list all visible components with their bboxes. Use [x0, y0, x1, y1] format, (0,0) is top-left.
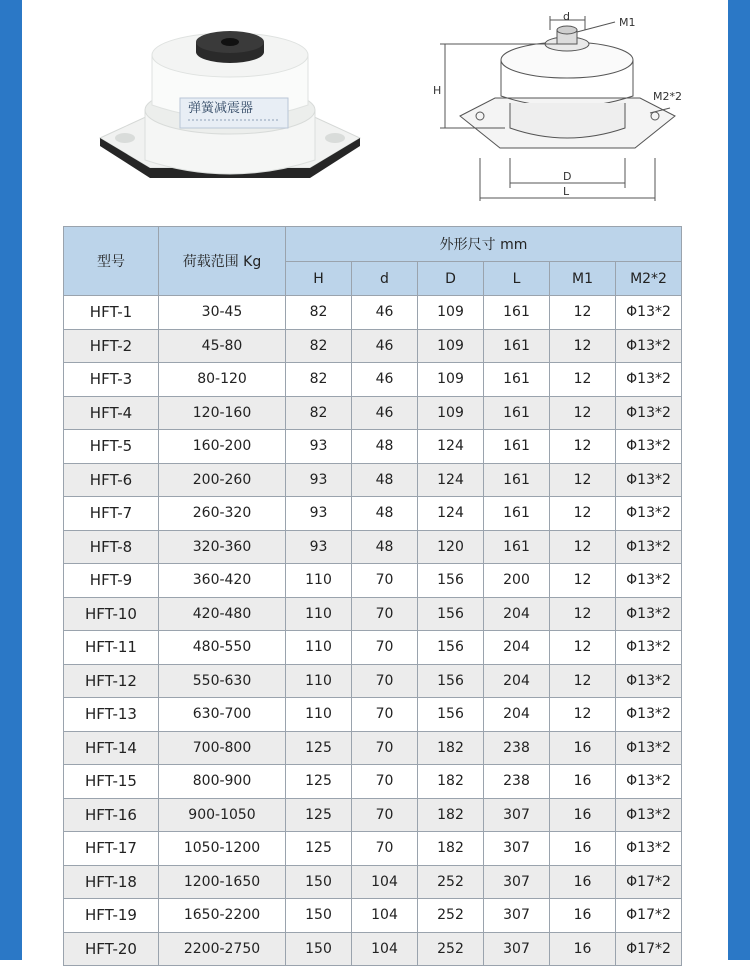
d-small-cell: 48 [352, 463, 418, 497]
model-cell: HFT-19 [64, 899, 159, 933]
load-cell: 120-160 [159, 396, 286, 430]
table-row [64, 430, 682, 464]
d-large-cell: 120 [418, 530, 484, 564]
l-cell: 161 [484, 530, 550, 564]
table-row [64, 765, 682, 799]
m1-cell: 16 [550, 932, 616, 966]
m1-cell: 16 [550, 731, 616, 765]
header-d-small: d [352, 262, 418, 296]
d-small-cell: 70 [352, 597, 418, 631]
m2-cell: Φ13*2 [616, 363, 682, 397]
load-cell: 360-420 [159, 564, 286, 598]
l-cell: 161 [484, 430, 550, 464]
left-border [0, 0, 22, 960]
l-cell: 200 [484, 564, 550, 598]
d-large-cell: 109 [418, 296, 484, 330]
m2-cell: Φ13*2 [616, 530, 682, 564]
d-small-cell: 70 [352, 731, 418, 765]
m1-cell: 12 [550, 497, 616, 531]
table-row [64, 564, 682, 598]
load-cell: 630-700 [159, 698, 286, 732]
right-border [728, 0, 750, 960]
m2-cell: Φ13*2 [616, 396, 682, 430]
h-cell: 150 [286, 899, 352, 933]
table-row [64, 832, 682, 866]
h-cell: 110 [286, 564, 352, 598]
model-cell: HFT-3 [64, 363, 159, 397]
d-small-cell: 70 [352, 798, 418, 832]
d-large-cell: 252 [418, 899, 484, 933]
spec-table-body [64, 296, 682, 966]
d-small-cell: 70 [352, 765, 418, 799]
model-cell: HFT-1 [64, 296, 159, 330]
product-photo [90, 10, 370, 210]
d-large-cell: 156 [418, 664, 484, 698]
load-cell: 1200-1650 [159, 865, 286, 899]
load-cell: 45-80 [159, 329, 286, 363]
d-small-cell: 46 [352, 396, 418, 430]
table-row [64, 463, 682, 497]
l-cell: 161 [484, 463, 550, 497]
header-m1: M1 [550, 262, 616, 296]
d-large-cell: 109 [418, 396, 484, 430]
m1-cell: 16 [550, 765, 616, 799]
d-large-cell: 156 [418, 631, 484, 665]
h-cell: 82 [286, 329, 352, 363]
l-cell: 161 [484, 363, 550, 397]
h-cell: 82 [286, 296, 352, 330]
l-cell: 307 [484, 899, 550, 933]
load-cell: 420-480 [159, 597, 286, 631]
h-cell: 110 [286, 631, 352, 665]
m1-cell: 12 [550, 631, 616, 665]
load-cell: 200-260 [159, 463, 286, 497]
model-cell: HFT-4 [64, 396, 159, 430]
label-l: L [563, 185, 570, 198]
d-large-cell: 109 [418, 363, 484, 397]
m2-cell: Φ13*2 [616, 731, 682, 765]
label-h: H [433, 84, 442, 97]
h-cell: 110 [286, 698, 352, 732]
table-row [64, 597, 682, 631]
model-cell: HFT-10 [64, 597, 159, 631]
l-cell: 238 [484, 731, 550, 765]
d-small-cell: 46 [352, 363, 418, 397]
d-large-cell: 156 [418, 597, 484, 631]
m2-cell: Φ13*2 [616, 631, 682, 665]
m1-cell: 12 [550, 296, 616, 330]
load-cell: 800-900 [159, 765, 286, 799]
model-cell: HFT-17 [64, 832, 159, 866]
table-row [64, 731, 682, 765]
l-cell: 204 [484, 631, 550, 665]
h-cell: 150 [286, 865, 352, 899]
d-large-cell: 124 [418, 463, 484, 497]
l-cell: 204 [484, 597, 550, 631]
model-cell: HFT-18 [64, 865, 159, 899]
table-row [64, 899, 682, 933]
model-cell: HFT-8 [64, 530, 159, 564]
m1-cell: 12 [550, 329, 616, 363]
m2-cell: Φ13*2 [616, 564, 682, 598]
model-cell: HFT-11 [64, 631, 159, 665]
h-cell: 93 [286, 430, 352, 464]
model-cell: HFT-7 [64, 497, 159, 531]
m2-cell: Φ13*2 [616, 463, 682, 497]
m2-cell: Φ13*2 [616, 798, 682, 832]
h-cell: 125 [286, 798, 352, 832]
header-load: 荷载范围 Kg [159, 227, 286, 296]
label-d: d [563, 10, 570, 23]
table-row [64, 932, 682, 966]
d-small-cell: 70 [352, 564, 418, 598]
d-large-cell: 124 [418, 430, 484, 464]
header-d-large: D [418, 262, 484, 296]
table-row [64, 363, 682, 397]
m1-cell: 16 [550, 865, 616, 899]
m1-cell: 12 [550, 396, 616, 430]
d-large-cell: 182 [418, 798, 484, 832]
l-cell: 307 [484, 798, 550, 832]
h-cell: 125 [286, 731, 352, 765]
header-m2: M2*2 [616, 262, 682, 296]
l-cell: 204 [484, 698, 550, 732]
model-cell: HFT-16 [64, 798, 159, 832]
d-small-cell: 46 [352, 296, 418, 330]
d-small-cell: 104 [352, 899, 418, 933]
model-cell: HFT-13 [64, 698, 159, 732]
d-large-cell: 156 [418, 698, 484, 732]
l-cell: 161 [484, 329, 550, 363]
h-cell: 82 [286, 396, 352, 430]
d-small-cell: 104 [352, 932, 418, 966]
d-small-cell: 70 [352, 698, 418, 732]
table-row [64, 497, 682, 531]
l-cell: 161 [484, 396, 550, 430]
table-row [64, 296, 682, 330]
model-cell: HFT-14 [64, 731, 159, 765]
d-large-cell: 182 [418, 731, 484, 765]
d-small-cell: 48 [352, 497, 418, 531]
m2-cell: Φ13*2 [616, 430, 682, 464]
d-small-cell: 46 [352, 329, 418, 363]
table-row [64, 664, 682, 698]
m1-cell: 16 [550, 832, 616, 866]
load-cell: 480-550 [159, 631, 286, 665]
h-cell: 110 [286, 664, 352, 698]
m2-cell: Φ13*2 [616, 296, 682, 330]
load-cell: 1650-2200 [159, 899, 286, 933]
m2-cell: Φ13*2 [616, 832, 682, 866]
l-cell: 307 [484, 832, 550, 866]
m2-cell: Φ13*2 [616, 329, 682, 363]
load-cell: 320-360 [159, 530, 286, 564]
l-cell: 204 [484, 664, 550, 698]
header-dimensions: 外形尺寸 mm [286, 227, 682, 262]
h-cell: 150 [286, 932, 352, 966]
load-cell: 80-120 [159, 363, 286, 397]
load-cell: 1050-1200 [159, 832, 286, 866]
m1-cell: 12 [550, 430, 616, 464]
m2-cell: Φ13*2 [616, 597, 682, 631]
table-row [64, 631, 682, 665]
d-small-cell: 48 [352, 530, 418, 564]
d-large-cell: 252 [418, 865, 484, 899]
d-large-cell: 109 [418, 329, 484, 363]
d-small-cell: 104 [352, 865, 418, 899]
m1-cell: 12 [550, 664, 616, 698]
l-cell: 307 [484, 932, 550, 966]
h-cell: 93 [286, 530, 352, 564]
table-row [64, 396, 682, 430]
d-small-cell: 70 [352, 832, 418, 866]
d-small-cell: 70 [352, 631, 418, 665]
m2-cell: Φ17*2 [616, 932, 682, 966]
m1-cell: 12 [550, 363, 616, 397]
h-cell: 125 [286, 765, 352, 799]
m2-cell: Φ17*2 [616, 865, 682, 899]
model-cell: HFT-5 [64, 430, 159, 464]
header-l: L [484, 262, 550, 296]
d-large-cell: 252 [418, 932, 484, 966]
d-small-cell: 48 [352, 430, 418, 464]
header-h: H [286, 262, 352, 296]
table-row [64, 329, 682, 363]
spec-table [63, 226, 682, 966]
m2-cell: Φ17*2 [616, 899, 682, 933]
d-large-cell: 124 [418, 497, 484, 531]
h-cell: 110 [286, 597, 352, 631]
model-cell: HFT-9 [64, 564, 159, 598]
m1-cell: 16 [550, 798, 616, 832]
m2-cell: Φ13*2 [616, 664, 682, 698]
d-large-cell: 182 [418, 765, 484, 799]
l-cell: 161 [484, 296, 550, 330]
m1-cell: 12 [550, 463, 616, 497]
load-cell: 2200-2750 [159, 932, 286, 966]
table-row [64, 798, 682, 832]
m1-cell: 12 [550, 564, 616, 598]
model-cell: HFT-2 [64, 329, 159, 363]
m2-cell: Φ13*2 [616, 698, 682, 732]
load-cell: 160-200 [159, 430, 286, 464]
load-cell: 900-1050 [159, 798, 286, 832]
load-cell: 700-800 [159, 731, 286, 765]
product-label-text: 弹簧减震器 [188, 101, 254, 116]
m1-cell: 12 [550, 530, 616, 564]
load-cell: 260-320 [159, 497, 286, 531]
d-small-cell: 70 [352, 664, 418, 698]
model-cell: HFT-6 [64, 463, 159, 497]
label-m1: M1 [619, 16, 636, 29]
l-cell: 161 [484, 497, 550, 531]
m2-cell: Φ13*2 [616, 497, 682, 531]
label-big-d: D [563, 170, 572, 183]
load-cell: 550-630 [159, 664, 286, 698]
m1-cell: 12 [550, 597, 616, 631]
label-m2: M2*2 [653, 90, 682, 103]
table-row [64, 865, 682, 899]
l-cell: 238 [484, 765, 550, 799]
model-cell: HFT-15 [64, 765, 159, 799]
d-large-cell: 156 [418, 564, 484, 598]
h-cell: 82 [286, 363, 352, 397]
model-cell: HFT-20 [64, 932, 159, 966]
l-cell: 307 [484, 865, 550, 899]
m1-cell: 12 [550, 698, 616, 732]
table-row [64, 530, 682, 564]
m1-cell: 16 [550, 899, 616, 933]
h-cell: 93 [286, 463, 352, 497]
model-cell: HFT-12 [64, 664, 159, 698]
h-cell: 125 [286, 832, 352, 866]
h-cell: 93 [286, 497, 352, 531]
load-cell: 30-45 [159, 296, 286, 330]
dimension-drawing [425, 8, 705, 208]
d-large-cell: 182 [418, 832, 484, 866]
m2-cell: Φ13*2 [616, 765, 682, 799]
table-row [64, 698, 682, 732]
header-model: 型号 [64, 227, 159, 296]
